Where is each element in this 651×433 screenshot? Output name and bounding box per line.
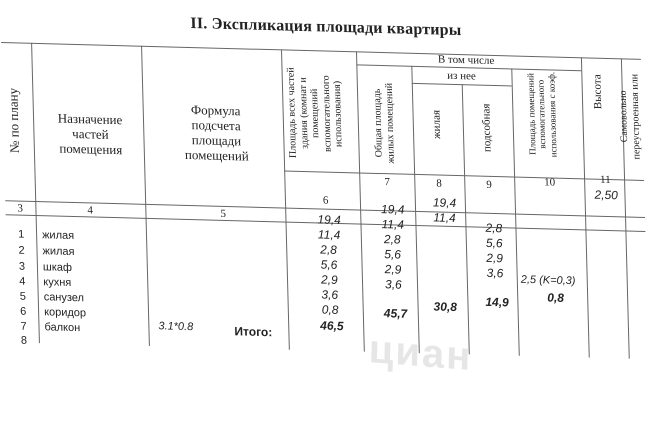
header-total-living: Общая площадь жилых помещений [371, 82, 397, 164]
total-col9: 14,9 [485, 294, 509, 310]
row-number-5: 5 [19, 290, 27, 303]
total-col6: 46,5 [320, 318, 344, 334]
header-auxiliary: подсобная [480, 103, 494, 153]
col9-value: 5,6 [485, 235, 503, 251]
colnum-3: 3 [17, 202, 24, 215]
header-total-all: Площадь всех частей здания (комнат и помещений вспомогательного использования) [285, 67, 345, 159]
total-label: Итого: [234, 324, 273, 340]
colnum-4: 4 [87, 204, 94, 217]
colnum-7: 7 [384, 176, 391, 189]
purpose-corridor: коридор [43, 306, 87, 320]
col9-value: 3,6 [486, 265, 504, 281]
vline-7 [511, 68, 520, 355]
total-col7: 45,7 [383, 306, 408, 321]
col6-value: 2,9 [320, 272, 338, 287]
colnum-6: 6 [322, 194, 329, 207]
formula-balcony: 3.1*0.8 [158, 320, 194, 334]
document-title: II. Экспликация площади квартиры [190, 14, 462, 40]
colnum-9: 9 [486, 178, 492, 191]
col6-value: 11,4 [317, 227, 341, 243]
colnum-10: 10 [544, 176, 556, 189]
header-no: № по плану [5, 87, 22, 154]
col9-value: 2,8 [485, 220, 503, 236]
total-col8: 30,8 [433, 299, 458, 315]
height-value: 2,50 [594, 187, 619, 203]
col6-value: 19,4 [317, 212, 341, 228]
vline-6 [462, 84, 470, 354]
col7-value: 19,4 [380, 202, 405, 217]
col7-value: 3,6 [384, 277, 402, 292]
vline-8 [581, 57, 590, 357]
vline-2 [141, 46, 150, 346]
header-of-it: из нее [447, 69, 476, 83]
col10-value: 2,5 (K=0,3) [520, 273, 576, 288]
purpose-balcony: балкон [44, 321, 81, 335]
col7-value: 5,6 [384, 247, 402, 262]
colnum-11: 11 [599, 173, 611, 187]
col6-value: 0,8 [321, 302, 339, 317]
colnum-5: 5 [220, 207, 227, 221]
colnum-8: 8 [436, 177, 443, 190]
col7-value: 2,9 [384, 262, 402, 277]
rule-top [1, 42, 641, 60]
col7-value: 2,8 [383, 232, 401, 247]
total-col10: 0,8 [547, 290, 565, 305]
header-self: Самовольно переустроенная или [617, 73, 643, 160]
header-aux-coef: Площадь помещений вспомогательного использования с коэф. [525, 71, 559, 158]
purpose-closet: шкаф [42, 261, 73, 274]
header-in-that-number: В том числе [437, 53, 495, 67]
vline-4 [356, 51, 365, 351]
row-number-4: 4 [19, 275, 26, 288]
col6-value: 2,8 [320, 242, 338, 257]
col9-value: 2,9 [486, 250, 504, 266]
purpose-living-2: жилая [42, 245, 75, 259]
header-living: жилая [430, 109, 444, 140]
row-number-3: 3 [18, 260, 26, 273]
col8-value: 11,4 [433, 210, 456, 226]
header-purpose: Назначение частей помещения [57, 110, 123, 158]
purpose-kitchen: кухня [43, 276, 72, 289]
header-formula: Формула подсчета площади помещений [184, 102, 249, 164]
row-number-2: 2 [18, 244, 25, 257]
watermark: циан [368, 327, 473, 380]
header-height: Высота [591, 74, 605, 110]
purpose-bathroom: санузел [43, 291, 85, 305]
row-number-1: 1 [17, 228, 25, 241]
purpose-living-1: жилая [41, 229, 75, 243]
col7-value: 11,4 [381, 217, 405, 232]
col6-value: 5,6 [320, 257, 338, 272]
row-number-7: 7 [20, 320, 27, 333]
col6-value: 3,6 [321, 287, 339, 302]
vline-5 [411, 66, 420, 353]
vline-1 [31, 43, 40, 343]
row-number-8: 8 [20, 334, 28, 347]
col8-value: 19,4 [432, 195, 457, 211]
row-number-6: 6 [19, 305, 27, 318]
